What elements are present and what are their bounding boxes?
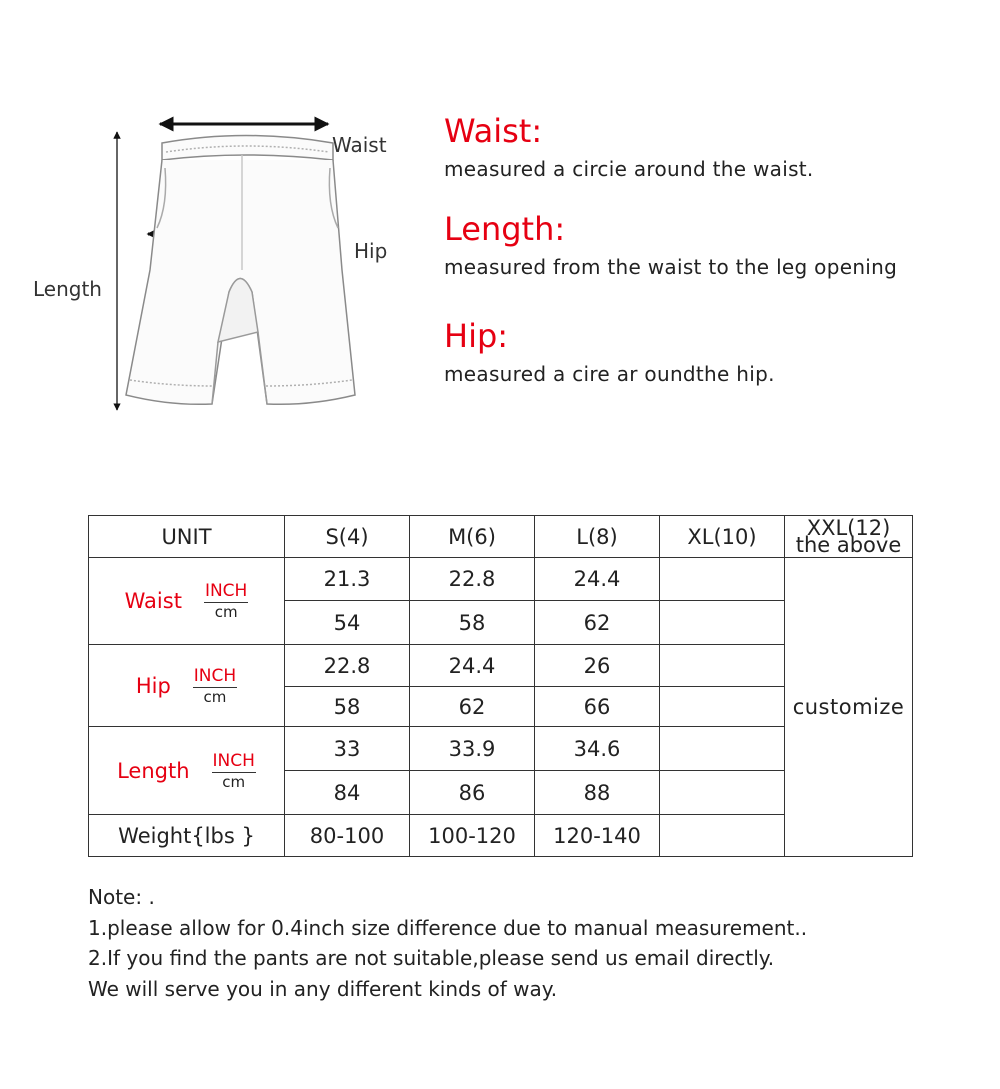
table-cell: 58 <box>285 687 410 727</box>
row-label-cell <box>89 645 285 727</box>
table-cell: 66 <box>535 687 660 727</box>
length-definition-text: measured from the waist to the leg opening <box>444 255 898 279</box>
table-cell <box>660 645 785 687</box>
row-label: Hip <box>135 673 171 698</box>
header-unit: UNIT <box>89 516 285 558</box>
table-cell <box>660 727 785 771</box>
table-cell: 120-140 <box>535 815 660 857</box>
length-label: Length <box>33 277 102 301</box>
table-cell: 62 <box>410 687 535 727</box>
table-cell: 22.8 <box>410 558 535 601</box>
unit-fraction <box>204 581 248 621</box>
table-cell: 54 <box>285 601 410 645</box>
header-size: S(4) <box>285 516 410 558</box>
table-cell: 80-100 <box>285 815 410 857</box>
table-row <box>89 558 913 601</box>
waist-definition-title: Waist: <box>444 112 543 150</box>
table-cell: 62 <box>535 601 660 645</box>
waist-label: Waist <box>332 133 387 157</box>
table-cell <box>660 601 785 645</box>
unit-fraction <box>193 666 237 706</box>
unit-inch: INCH <box>204 581 248 601</box>
weight-label: Weight{lbs } <box>89 815 285 857</box>
hip-definition-text: measured a cire ar oundthe hip. <box>444 362 775 386</box>
table-cell: 21.3 <box>285 558 410 601</box>
length-definition-title: Length: <box>444 210 566 248</box>
row-label-cell <box>89 727 285 815</box>
table-cell: 34.6 <box>535 727 660 771</box>
waist-definition <box>444 112 814 181</box>
unit-inch: INCH <box>193 665 237 686</box>
header-size-xxl <box>785 516 913 558</box>
table-cell: 22.8 <box>285 645 410 687</box>
note-line: 2.If you find the pants are not suitable,please send us email directly. <box>88 946 775 970</box>
table-cell: 24.4 <box>535 558 660 601</box>
unit-inch: INCH <box>212 750 255 771</box>
unit-cm: cm <box>214 603 238 621</box>
length-definition <box>444 210 898 279</box>
table-cell: 58 <box>410 601 535 645</box>
table-header-row <box>89 516 913 558</box>
table-cell <box>660 771 785 815</box>
note-line: 1.please allow for 0.4inch size difference due to manual measurement.. <box>88 915 808 940</box>
table-cell: 88 <box>535 771 660 815</box>
hip-definition-title: Hip: <box>444 317 509 355</box>
note-heading: Note: . <box>88 885 155 909</box>
table-cell: 33 <box>285 727 410 771</box>
notes <box>88 882 807 1004</box>
header-size: M(6) <box>410 516 535 558</box>
row-label: Waist <box>124 589 182 613</box>
size-chart-table <box>88 515 913 857</box>
unit-cm: cm <box>203 687 227 706</box>
table-cell: 24.4 <box>410 645 535 687</box>
table-cell: 100-120 <box>410 815 535 857</box>
header-xxl-line1: XXL(12) <box>806 515 891 540</box>
table-cell: 26 <box>535 645 660 687</box>
header-xxl-line2: the above <box>795 532 902 557</box>
table-cell <box>660 687 785 727</box>
unit-fraction <box>212 751 256 791</box>
header-size: L(8) <box>535 516 660 558</box>
hip-definition <box>444 317 775 386</box>
table-cell: 33.9 <box>410 727 535 771</box>
table-cell <box>660 815 785 857</box>
unit-cm: cm <box>222 772 246 791</box>
table-cell: 86 <box>410 771 535 815</box>
row-label: Length <box>117 758 190 783</box>
table-cell: 84 <box>285 771 410 815</box>
hip-label: Hip <box>354 239 388 263</box>
header-size: XL(10) <box>660 516 785 558</box>
table-cell <box>660 558 785 601</box>
customize-cell: customize <box>785 558 913 857</box>
row-label-cell <box>89 558 285 645</box>
waist-definition-text: measured a circie around the waist. <box>444 157 814 181</box>
note-line: We will serve you in any different kinds of way. <box>88 976 558 1001</box>
shorts-diagram-icon <box>20 110 440 430</box>
